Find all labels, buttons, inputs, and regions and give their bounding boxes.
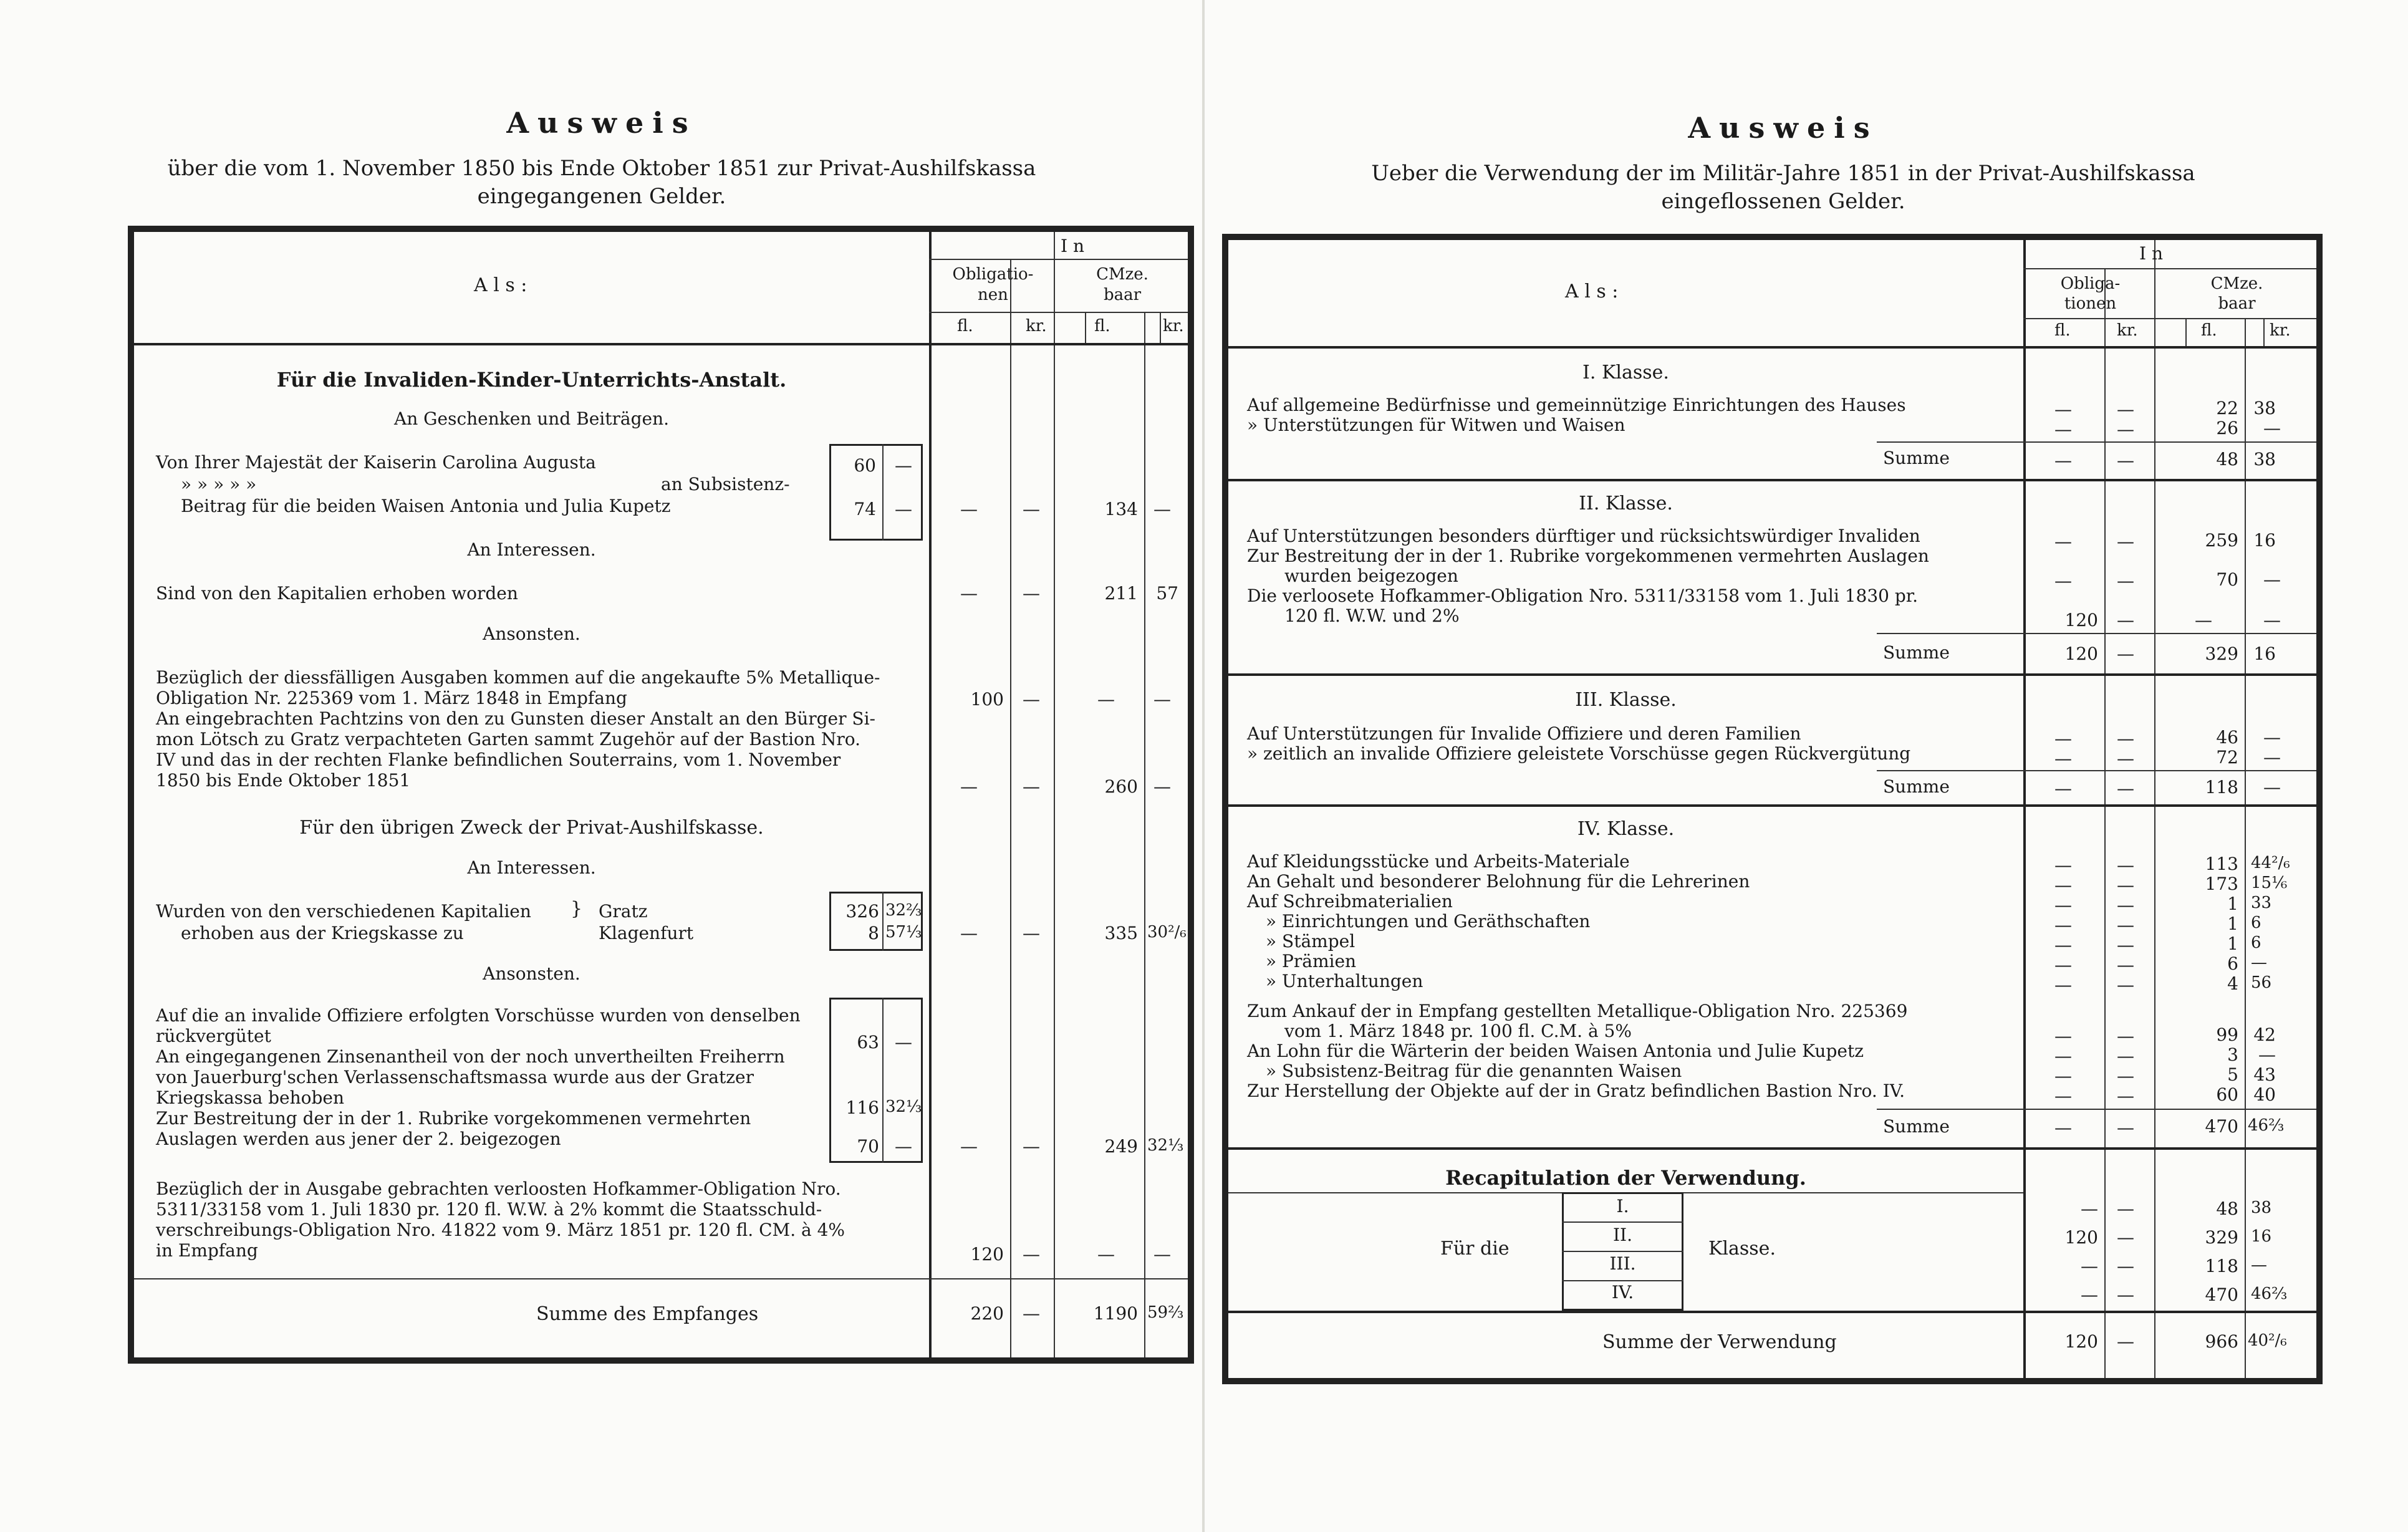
left-int2-v1: 326 <box>845 901 879 922</box>
right-k4-10-kr: — <box>2258 1044 2276 1065</box>
dash: — <box>2054 955 2072 975</box>
right-k4-title: IV. Klasse. <box>1577 818 1675 840</box>
right-k2-3: wurden beigezogen <box>1284 566 1458 586</box>
k4-item-kr: 33 <box>2251 894 2272 912</box>
k4-item-label: » Unterhaltungen <box>1266 971 1423 991</box>
recap-obl: — <box>2081 1198 2098 1219</box>
recap-divider <box>1562 1221 1683 1223</box>
k4-item-label: An Gehalt und besonderer Belohnung für die Lehrerinen <box>1247 871 1750 892</box>
right-k4-sum-fl: 470 <box>2205 1116 2238 1137</box>
right-k3-sum-label: Summe <box>1883 776 1950 797</box>
recap-class: I. <box>1616 1196 1629 1216</box>
left-ans2-1: Auf die an invalide Offiziere erfolgten Vorschüsse wurden von denselben <box>156 1005 801 1026</box>
dash: — <box>2054 895 2072 915</box>
left-header-in: I n <box>1061 236 1084 256</box>
right-k2-5-obl: 120 <box>2064 610 2098 630</box>
left-page: Ausweis über die vom 1. November 1850 bis Ende Oktober 1851 zur Privat-Aushilfskassa eingegangenen Gelder. A l s : I n Obligatio- nen CMze. baar fl. kr. fl. kr. Für die Invaliden-Kinder-Unterrichts-Anstalt. An Geschenken und Beiträgen. Von Ihrer Majestät der Kaiserin Carolina Augusta » » » » » an Subsistenz- Beitrag für die beiden Waisen Antonia und Julia Kupetz 60 74 — — — — 134 — An Interessen. Sind von den Kapitalien erhoben worden — — 211 57 Ansonsten. Bezüglich der diessfälligen Ausgaben kommen auf die angekaufte 5% Metallique- Obligation Nr. 225369 vom 1. März 1848 in Empfang 100 — — — An eingebrachten Pachtzins von den zu Gunsten dieser Anstalt an den Bürger Si- mon Lötsch zu Gratz verpachteten Garten sammt Zugehör auf der Bastion Nro. IV und das in der rechten Flanke befindlichen Souterrains, vom 1. November 1850 bis Ende Oktober 1851 — — 260 — Für den übrigen Zweck der Privat-Aushilfskasse. An Interessen. Wurden von den verschiedenen Kapitalien Gratz erhoben aus der Kriegskasse zu Klagenfurt } 326 32⅔ 8 57⅓ — — 335 30²/₆ Ansonsten. Auf die an invalide Offiziere erfolgten Vorschüsse wurden von denselben rückvergütet An eingegangenen Zinsenantheil von der noch unvertheilten Freiherrn von Jauerburg'schen Verlassenschaftsmassa wurde aus der Gratzer Kriegskassa behoben Zur Bestreitung der in der 1. Rubrike vorgekommenen vermehrten Auslagen werden aus jener der 2. beigezogen 63 — 116 32⅓ 70 — — — 249 32⅓ Bezüglich der in Ausgabe gebrachten verloosten Hofkammer-Obligation Nro. 5311/33158 vom 1. Juli 1830 pr. 120 fl. W.W. à 2% kommt die Staatsschuld- verschreibungs-Obligation Nro. 41822 vom 9. März 1851 pr. 120 fl. CM. à 4% in Empfang 120 — — — Summe des Empfanges 220 — 1190 59⅔ <box>0 0 1203 1532</box>
right-total-label: Summe der Verwendung <box>1602 1331 1837 1353</box>
k4-item-label: Auf Kleidungsstücke und Arbeits-Materiale <box>1247 851 1630 872</box>
left-int2-v2: 8 <box>868 923 879 943</box>
k4-item-label: » Prämien <box>1266 951 1357 971</box>
right-k4-12-kr: 40 <box>2253 1084 2276 1105</box>
right-k2-sum-fl: 329 <box>2205 643 2238 664</box>
left-gesch-v1: 60 <box>854 455 876 476</box>
left-sub-ansonsten-1: Ansonsten. <box>483 624 580 644</box>
left-sub-interessen-1: An Interessen. <box>467 539 596 560</box>
right-k1-sum-kr: 38 <box>2253 449 2276 470</box>
right-k4-9-fl: 99 <box>2216 1024 2238 1045</box>
left-int-1: Sind von den Kapitalien erhoben worden <box>156 583 518 604</box>
left-int2-1a: Wurden von den verschiedenen Kapitalien <box>156 901 531 922</box>
left-bez-2: 5311/33158 vom 1. Juli 1830 pr. 120 fl. W.W. à 2% kommt die Staatsschuld- <box>156 1199 822 1220</box>
right-total-obl: 120 <box>2064 1331 2098 1352</box>
right-header-baar: baar <box>2218 294 2256 313</box>
left-summe-obl: 220 <box>970 1303 1004 1324</box>
right-subtitle-2: eingeflossenen Gelder. <box>1661 189 1905 214</box>
left-header-obl: Obligatio- <box>952 265 1034 284</box>
dash: — <box>2117 1198 2134 1219</box>
right-recap-klasse: Klasse. <box>1708 1238 1776 1260</box>
left-bez-4: in Empfang <box>156 1240 258 1261</box>
left-ans2-5: Kriegskassa behoben <box>156 1087 345 1108</box>
right-k4-sum-label: Summe <box>1883 1116 1950 1137</box>
left-ans-5: IV und das in der rechten Flanke befindlichen Souterrains, vom 1. November <box>156 749 841 770</box>
k4-item-kr: 6 <box>2251 913 2261 932</box>
left-ans-2-obl: 100 <box>970 689 1004 710</box>
right-page: Ausweis Ueber die Verwendung der im Militär-Jahre 1851 in der Privat-Aushilfskassa eingeflossenen Gelder. A l s : I n Obliga- tionen CMze. baar fl. kr. fl. kr. I. Klasse. Auf allgemeine Bedürfnisse und gemeinnützige Einrichtungen des Hauses — — 22 38 » Unterstützungen für Witwen und Waisen — — 26 — Summe — — 48 38 II. Klasse. Auf Unterstützungen besonders dürftiger und rücksichtswürdiger Invaliden — — 259 16 Zur Bestreitung der in der 1. Rubrike vorgekommenen vermehrten Auslagen wurden beigezogen — — 70 — Die verloosete Hofkammer-Obligation Nro. 5311/33158 vom 1. Juli 1830 pr. 120 fl. W.W. und 2% 120 — — — Summe 120 — 329 16 III. Klasse. Auf Unterstützungen für Invalide Offiziere und deren Familien — — 46 — » zeitlich an invalide Offiziere geleistete Vorschüsse gegen Rückvergütung — — 72 — Summe — — 118 — IV. Klasse. Auf Kleidungsstücke und Arbeits-Materiale — — 113 44²/₆ An Gehalt und besonderer Belohnung für die Lehrerinen — — 173 15⅙ Auf Schreibmaterialien — — 1 33 » Einrichtungen und Geräthschaften — — 1 6 » Stämpel — — 1 6 » Prämien — — 6 — » Unterhaltungen — — 4 56 Zum Ankauf der in Empfang gestellten Metallique-Obligation Nro. 225369 vom 1. März 1848 pr. 100 fl. C.M. à 5% — — 99 42 An Lohn für die Wärterin der beiden Waisen Antonia und Julie Kupetz — — 3 — » Subsistenz-Beitrag für die genannten Waisen — — 5 43 Zur Herstellung der Objekte auf der in Gratz befindlichen Bastion Nro. IV. — — 60 40 Summe — — 470 46⅔ Recapitulation der Verwendung. Für die Klasse. I. — — 48 38 II. 120 — 329 16 III. — — 118 — IV. — — 470 46⅔ Summe der Verwendung 120 — 966 40²/₆ <box>1203 0 2408 1532</box>
k4-item-kr: — <box>2251 953 2267 972</box>
right-header-obl: Obliga- <box>2060 274 2121 293</box>
k4-item-fl: 6 <box>2227 953 2238 974</box>
right-k2-sum-label: Summe <box>1883 642 1950 663</box>
k4-item-label: » Stämpel <box>1266 931 1356 951</box>
dash: — <box>2117 1284 2134 1305</box>
right-k3-title: III. Klasse. <box>1575 689 1677 711</box>
right-title: Ausweis <box>1688 111 1879 145</box>
k4-item-kr: 15⅙ <box>2251 874 2288 892</box>
left-summe-kr: 59⅔ <box>1147 1303 1184 1322</box>
right-k1-2-fl: 26 <box>2216 418 2238 438</box>
left-header-kr1: kr. <box>1026 317 1047 335</box>
dash: — <box>2054 855 2072 875</box>
right-k1-1: Auf allgemeine Bedürfnisse und gemeinnützige Einrichtungen des Hauses <box>1247 395 1906 415</box>
recap-kr: — <box>2251 1256 2267 1274</box>
right-total-kr: 40²/₆ <box>2248 1331 2287 1350</box>
left-int2-total-kr: 30²/₆ <box>1147 923 1187 942</box>
left-ans2-2: rückvergütet <box>156 1026 271 1046</box>
right-k3-sum-fl: 118 <box>2205 777 2238 797</box>
right-k4-10: An Lohn für die Wärterin der beiden Waisen Antonia und Julie Kupetz <box>1247 1041 1864 1061</box>
left-header-als: A l s : <box>474 274 527 296</box>
left-subtitle-2: eingegangenen Gelder. <box>477 184 726 209</box>
left-ans2-4: von Jauerburg'schen Verlassenschaftsmassa wurde aus der Gratzer <box>156 1067 754 1087</box>
right-recap-title: Recapitulation der Verwendung. <box>1445 1166 1806 1190</box>
k4-item-fl: 1 <box>2227 894 2238 914</box>
dash: — <box>2054 975 2072 995</box>
right-k3-1-fl: 46 <box>2216 727 2238 748</box>
right-k3-1: Auf Unterstützungen für Invalide Offiziere und deren Familien <box>1247 723 1801 744</box>
left-sub-interessen-2: An Interessen. <box>467 857 596 878</box>
dash: — <box>2117 955 2134 975</box>
left-header-fl2: fl. <box>1094 317 1110 335</box>
recap-obl: 120 <box>2064 1227 2098 1248</box>
recap-fl: 48 <box>2216 1198 2238 1219</box>
right-k2-1: Auf Unterstützungen besonders dürftiger und rücksichtswürdiger Invaliden <box>1247 526 1920 546</box>
right-k1-sum-label: Summe <box>1883 448 1950 468</box>
recap-fl: 470 <box>2205 1284 2238 1305</box>
right-k2-sum-kr: 16 <box>2253 643 2276 664</box>
dash: — <box>2117 855 2134 875</box>
left-int-1-fl: 211 <box>1104 583 1138 604</box>
k4-item-fl: 4 <box>2227 973 2238 994</box>
k4-item-kr: 44²/₆ <box>2251 854 2290 872</box>
right-k2-sum-obl: 120 <box>2064 643 2098 664</box>
right-header-in: I n <box>2139 243 2163 264</box>
left-int2-1b: Gratz <box>599 901 648 922</box>
left-int2-2a: erhoben aus der Kriegskasse zu <box>181 923 464 943</box>
left-section-2: Für den übrigen Zweck der Privat-Aushilfskasse. <box>299 817 764 839</box>
left-sub-ansonsten-2: Ansonsten. <box>483 963 580 984</box>
right-k3-2-fl: 72 <box>2216 747 2238 768</box>
right-k4-sum-kr: 46⅔ <box>2248 1116 2285 1135</box>
right-k2-4: Die verloosete Hofkammer-Obligation Nro. 5311/33158 vom 1. Juli 1830 pr. <box>1247 585 1919 606</box>
left-int2-2b: Klagenfurt <box>599 923 694 943</box>
recap-divider <box>1562 1280 1683 1281</box>
right-k3-2: » zeitlich an invalide Offiziere geleistete Vorschüsse gegen Rückvergütung <box>1247 743 1911 764</box>
right-k4-8: Zum Ankauf der in Empfang gestellten Metallique-Obligation Nro. 225369 <box>1247 1001 1908 1021</box>
left-header-baar: baar <box>1103 286 1142 304</box>
right-k2-1-kr: 16 <box>2253 530 2276 551</box>
left-ans-6-fl: 260 <box>1104 776 1138 797</box>
left-int2-v2k: 57⅓ <box>885 923 922 942</box>
right-recap-fuer: Für die <box>1440 1238 1510 1260</box>
dash: — <box>2117 975 2134 995</box>
left-subtitle-1: über die vom 1. November 1850 bis Ende Oktober 1851 zur Privat-Aushilfskassa <box>167 156 1036 181</box>
right-total-fl: 966 <box>2205 1331 2238 1352</box>
right-k2-5: 120 fl. W.W. und 2% <box>1284 605 1460 626</box>
dash: — <box>2054 915 2072 935</box>
right-header-fl1: fl. <box>2054 321 2071 340</box>
dash: — <box>2054 935 2072 955</box>
right-k2-title: II. Klasse. <box>1579 493 1673 514</box>
right-k4-11: » Subsistenz-Beitrag für die genannten Waisen <box>1266 1061 1682 1081</box>
right-k4-11-fl: 5 <box>2227 1064 2238 1085</box>
k4-item-fl: 1 <box>2227 933 2238 954</box>
right-k4-10-fl: 3 <box>2227 1044 2238 1065</box>
left-summe-label: Summe des Empfanges <box>536 1303 759 1325</box>
left-ans-3: An eingebrachten Pachtzins von den zu Gunsten dieser Anstalt an den Bürger Si- <box>156 708 875 729</box>
right-header-kr1: kr. <box>2117 321 2138 340</box>
left-header-fl1: fl. <box>957 317 973 335</box>
dash: — <box>2117 895 2134 915</box>
left-header-obl-2: nen <box>978 286 1008 304</box>
recap-class: II. <box>1612 1225 1633 1245</box>
right-k4-12-fl: 60 <box>2216 1084 2238 1105</box>
dash: — <box>2117 875 2134 895</box>
dash: — <box>2117 915 2134 935</box>
left-ans2-6: Zur Bestreitung der in der 1. Rubrike vorgekommenen vermehrten <box>156 1108 751 1129</box>
right-k1-2: » Unterstützungen für Witwen und Waisen <box>1247 415 1625 435</box>
recap-class: IV. <box>1611 1282 1634 1303</box>
left-gesch-v2: 74 <box>854 499 876 519</box>
left-bez-1: Bezüglich der in Ausgabe gebrachten verloosten Hofkammer-Obligation Nro. <box>156 1178 841 1199</box>
right-k4-9: vom 1. März 1848 pr. 100 fl. C.M. à 5% <box>1284 1021 1632 1041</box>
left-ans2-3: An eingegangenen Zinsenantheil von der noch unvertheilten Freiherrn <box>156 1046 785 1067</box>
right-subtitle-1: Ueber die Verwendung der im Militär-Jahre 1851 in der Privat-Aushilfskassa <box>1371 161 2195 186</box>
right-k4-9-kr: 42 <box>2253 1024 2276 1045</box>
left-section-1: Für die Invaliden-Kinder-Unterrichts-Anstalt. <box>276 368 787 392</box>
left-int2-total-fl: 335 <box>1104 923 1138 943</box>
k4-item-label: Auf Schreibmaterialien <box>1247 891 1453 912</box>
right-header-obl-2: tionen <box>2064 294 2117 313</box>
dash: — <box>2117 1256 2134 1276</box>
right-k1-1-fl: 22 <box>2216 398 2238 418</box>
left-summe-fl: 1190 <box>1093 1303 1138 1324</box>
left-int2-v1k: 32⅔ <box>885 901 922 920</box>
right-header-als: A l s : <box>1565 281 1619 302</box>
left-gesch-2a: » » » » » <box>181 474 257 494</box>
dash: — <box>2117 1227 2134 1248</box>
left-gesch-1: Von Ihrer Majestät der Kaiserin Carolina Augusta <box>156 452 596 473</box>
recap-fl: 118 <box>2205 1256 2238 1276</box>
left-gesch-2b: an Subsistenz- <box>661 474 790 494</box>
dash: — <box>2117 935 2134 955</box>
left-ans2-v2: 116 <box>845 1097 879 1118</box>
recap-fl: 329 <box>2205 1227 2238 1248</box>
left-ans2-total-kr: 32⅓ <box>1147 1136 1184 1155</box>
right-k2-1-fl: 259 <box>2205 530 2238 551</box>
left-ans2-v2k: 32⅓ <box>885 1097 922 1116</box>
right-k1-sum-fl: 48 <box>2216 449 2238 470</box>
recap-obl: — <box>2081 1256 2098 1276</box>
right-k1-title: I. Klasse. <box>1582 362 1669 383</box>
left-gesch-total: 134 <box>1104 499 1138 519</box>
k4-item-kr: 6 <box>2251 933 2261 952</box>
right-k4-11-kr: 43 <box>2253 1064 2276 1085</box>
left-ans2-v1: 63 <box>857 1032 879 1053</box>
recap-kr: 46⅔ <box>2251 1284 2288 1303</box>
left-bez-obl: 120 <box>970 1244 1004 1265</box>
right-header-fl2: fl. <box>2201 321 2217 340</box>
right-k1-1-kr: 38 <box>2253 398 2276 418</box>
left-header-kr2: kr. <box>1163 317 1184 335</box>
recap-kr: 38 <box>2251 1198 2272 1217</box>
right-header-kr2: kr. <box>2270 321 2291 340</box>
left-ans2-7: Auslagen werden aus jener der 2. beigezogen <box>156 1129 561 1149</box>
left-title: Ausweis <box>506 106 697 140</box>
k4-item-fl: 113 <box>2205 854 2238 874</box>
left-ans-1: Bezüglich der diessfälligen Ausgaben kommen auf die angekaufte 5% Metallique- <box>156 667 880 688</box>
k4-item-kr: 56 <box>2251 973 2272 992</box>
recap-class: III. <box>1609 1253 1636 1274</box>
right-k4-12: Zur Herstellung der Objekte auf der in Gratz befindlichen Bastion Nro. IV. <box>1247 1081 1905 1101</box>
left-ans-4: mon Lötsch zu Gratz verpachteten Garten sammt Zugehör auf der Bastion Nro. <box>156 729 860 749</box>
k4-item-fl: 1 <box>2227 913 2238 934</box>
right-k2-3-fl: 70 <box>2216 569 2238 590</box>
left-ans2-v3: 70 <box>857 1136 879 1157</box>
left-ans-6: 1850 bis Ende Oktober 1851 <box>156 770 411 791</box>
left-gesch-3: Beitrag für die beiden Waisen Antonia und Julia Kupetz <box>181 496 671 516</box>
k4-item-label: » Einrichtungen und Geräthschaften <box>1266 911 1591 932</box>
right-k2-2: Zur Bestreitung der in der 1. Rubrike vorgekommenen vermehrten Auslagen <box>1247 546 1929 566</box>
recap-divider <box>1562 1251 1683 1252</box>
k4-item-fl: 173 <box>2205 874 2238 894</box>
right-header-cmze: CMze. <box>2210 274 2263 293</box>
left-ans2-total-fl: 249 <box>1104 1136 1138 1157</box>
left-ans-2: Obligation Nr. 225369 vom 1. März 1848 in Empfang <box>156 688 627 708</box>
left-int-1-kr: 57 <box>1156 583 1178 604</box>
left-sub-geschenke: An Geschenken und Beiträgen. <box>394 408 669 429</box>
recap-obl: — <box>2081 1284 2098 1305</box>
recap-kr: 16 <box>2251 1227 2272 1246</box>
left-header-cmze: CMze. <box>1096 265 1149 284</box>
left-bez-3: verschreibungs-Obligation Nro. 41822 vom 9. März 1851 pr. 120 fl. CM. à 4% <box>156 1220 845 1240</box>
dash: — <box>2054 875 2072 895</box>
